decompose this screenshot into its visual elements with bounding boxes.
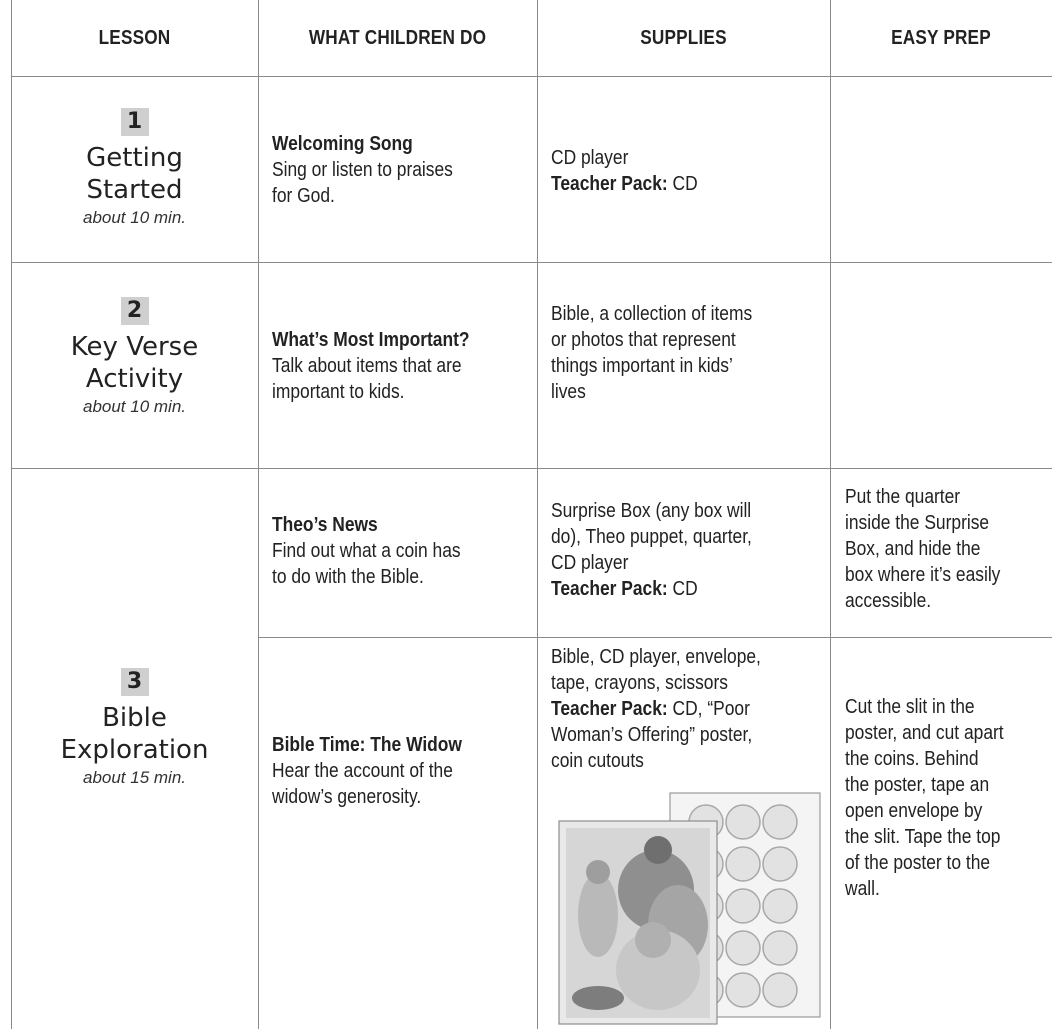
supplies-line: lives xyxy=(551,381,586,403)
teacher-pack-line: CD, “Poor xyxy=(667,698,750,720)
lesson-title-line1: Getting xyxy=(86,143,183,173)
activity-name: Welcoming Song xyxy=(272,133,413,155)
header-lesson: LESSON xyxy=(98,26,171,49)
supplies-line: Surprise Box (any box will xyxy=(551,500,752,522)
prep-line: the poster, tape an xyxy=(845,774,990,796)
prep-line: Put the quarter xyxy=(845,486,961,508)
supplies-line: CD player xyxy=(551,147,629,169)
prep-cell xyxy=(845,484,1052,614)
supplies-line: tape, crayons, scissors xyxy=(551,672,728,694)
prep-line: wall. xyxy=(845,878,880,900)
prep-line: poster, and cut apart xyxy=(845,722,1004,744)
header-what-children-do: WHAT CHILDREN DO xyxy=(308,26,487,49)
lesson-number-badge: 1 xyxy=(121,108,149,136)
prep-line: the coins. Behind xyxy=(845,748,979,770)
supplies-line: or photos that represent xyxy=(551,329,736,351)
lesson-time: about 10 min. xyxy=(82,397,186,416)
supplies-line: Bible, a collection of items xyxy=(551,303,753,325)
activity-desc-line: Sing or listen to praises xyxy=(272,159,453,181)
supplies-cell xyxy=(551,145,871,197)
activity-desc-line: for God. xyxy=(272,185,335,207)
row-divider-1 xyxy=(11,262,1052,263)
lesson-title-line1: Bible xyxy=(102,703,167,733)
prep-cell xyxy=(845,694,1052,902)
teacher-pack-value: CD xyxy=(667,173,698,195)
teacher-pack-label: Teacher Pack: xyxy=(551,173,668,195)
supplies-line: things important in kids’ xyxy=(551,355,733,377)
lesson-title-line2: Exploration xyxy=(60,735,209,765)
lesson-1-label xyxy=(11,108,258,228)
supplies-cell xyxy=(551,644,871,774)
header-divider xyxy=(11,76,1052,77)
activity-desc-line: Find out what a coin has xyxy=(272,540,461,562)
lesson-title-line2: Started xyxy=(86,175,183,205)
supplies-line: Bible, CD player, envelope, xyxy=(551,646,761,668)
lesson-3-label xyxy=(11,668,258,788)
activity-name: What’s Most Important? xyxy=(272,329,470,351)
lesson-title-line2: Activity xyxy=(85,364,184,394)
header-easy-prep: EASY PREP xyxy=(891,26,991,49)
activity-cell xyxy=(272,732,572,810)
activity-desc-line: Hear the account of the xyxy=(272,760,453,782)
activity-cell xyxy=(272,131,572,209)
row-divider-2 xyxy=(11,468,1052,469)
supplies-cell xyxy=(551,301,871,405)
header-supplies: SUPPLIES xyxy=(640,26,727,49)
supplies-cell xyxy=(551,498,871,602)
lesson-number-badge: 2 xyxy=(121,297,149,325)
activity-cell xyxy=(272,512,572,590)
teacher-pack-line: Woman’s Offering” poster, xyxy=(551,724,753,746)
prep-line: Box, and hide the xyxy=(845,538,981,560)
column-divider-1 xyxy=(258,0,259,1029)
activity-name: Bible Time: The Widow xyxy=(272,734,462,756)
supplies-line: CD player xyxy=(551,552,629,574)
lesson-time: about 10 min. xyxy=(82,208,186,227)
prep-line: Cut the slit in the xyxy=(845,696,975,718)
activity-desc-line: to do with the Bible. xyxy=(272,566,424,588)
prep-line: inside the Surprise xyxy=(845,512,990,534)
prep-line: of the poster to the xyxy=(845,852,991,874)
teacher-pack-value: CD xyxy=(667,578,698,600)
row-divider-3 xyxy=(258,637,1052,638)
lesson-2-label xyxy=(11,297,258,417)
prep-line: accessible. xyxy=(845,590,932,612)
activity-desc-line: Talk about items that are xyxy=(272,355,462,377)
activity-desc-line: widow’s generosity. xyxy=(272,786,422,808)
activity-cell xyxy=(272,327,572,405)
lesson-number-badge: 3 xyxy=(121,668,149,696)
supplies-line: do), Theo puppet, quarter, xyxy=(551,526,752,548)
lesson-title-line1: Key Verse xyxy=(70,332,199,362)
lesson-time: about 15 min. xyxy=(82,768,186,787)
prep-line: box where it’s easily xyxy=(845,564,1001,586)
poor-womans-offering-poster-illustration xyxy=(558,820,718,1025)
activity-name: Theo’s News xyxy=(272,514,378,536)
prep-line: open envelope by xyxy=(845,800,983,822)
teacher-pack-line: coin cutouts xyxy=(551,750,644,772)
activity-desc-line: important to kids. xyxy=(272,381,405,403)
teacher-pack-label: Teacher Pack: xyxy=(551,698,668,720)
teacher-pack-label: Teacher Pack: xyxy=(551,578,668,600)
prep-line: the slit. Tape the top xyxy=(845,826,1001,848)
